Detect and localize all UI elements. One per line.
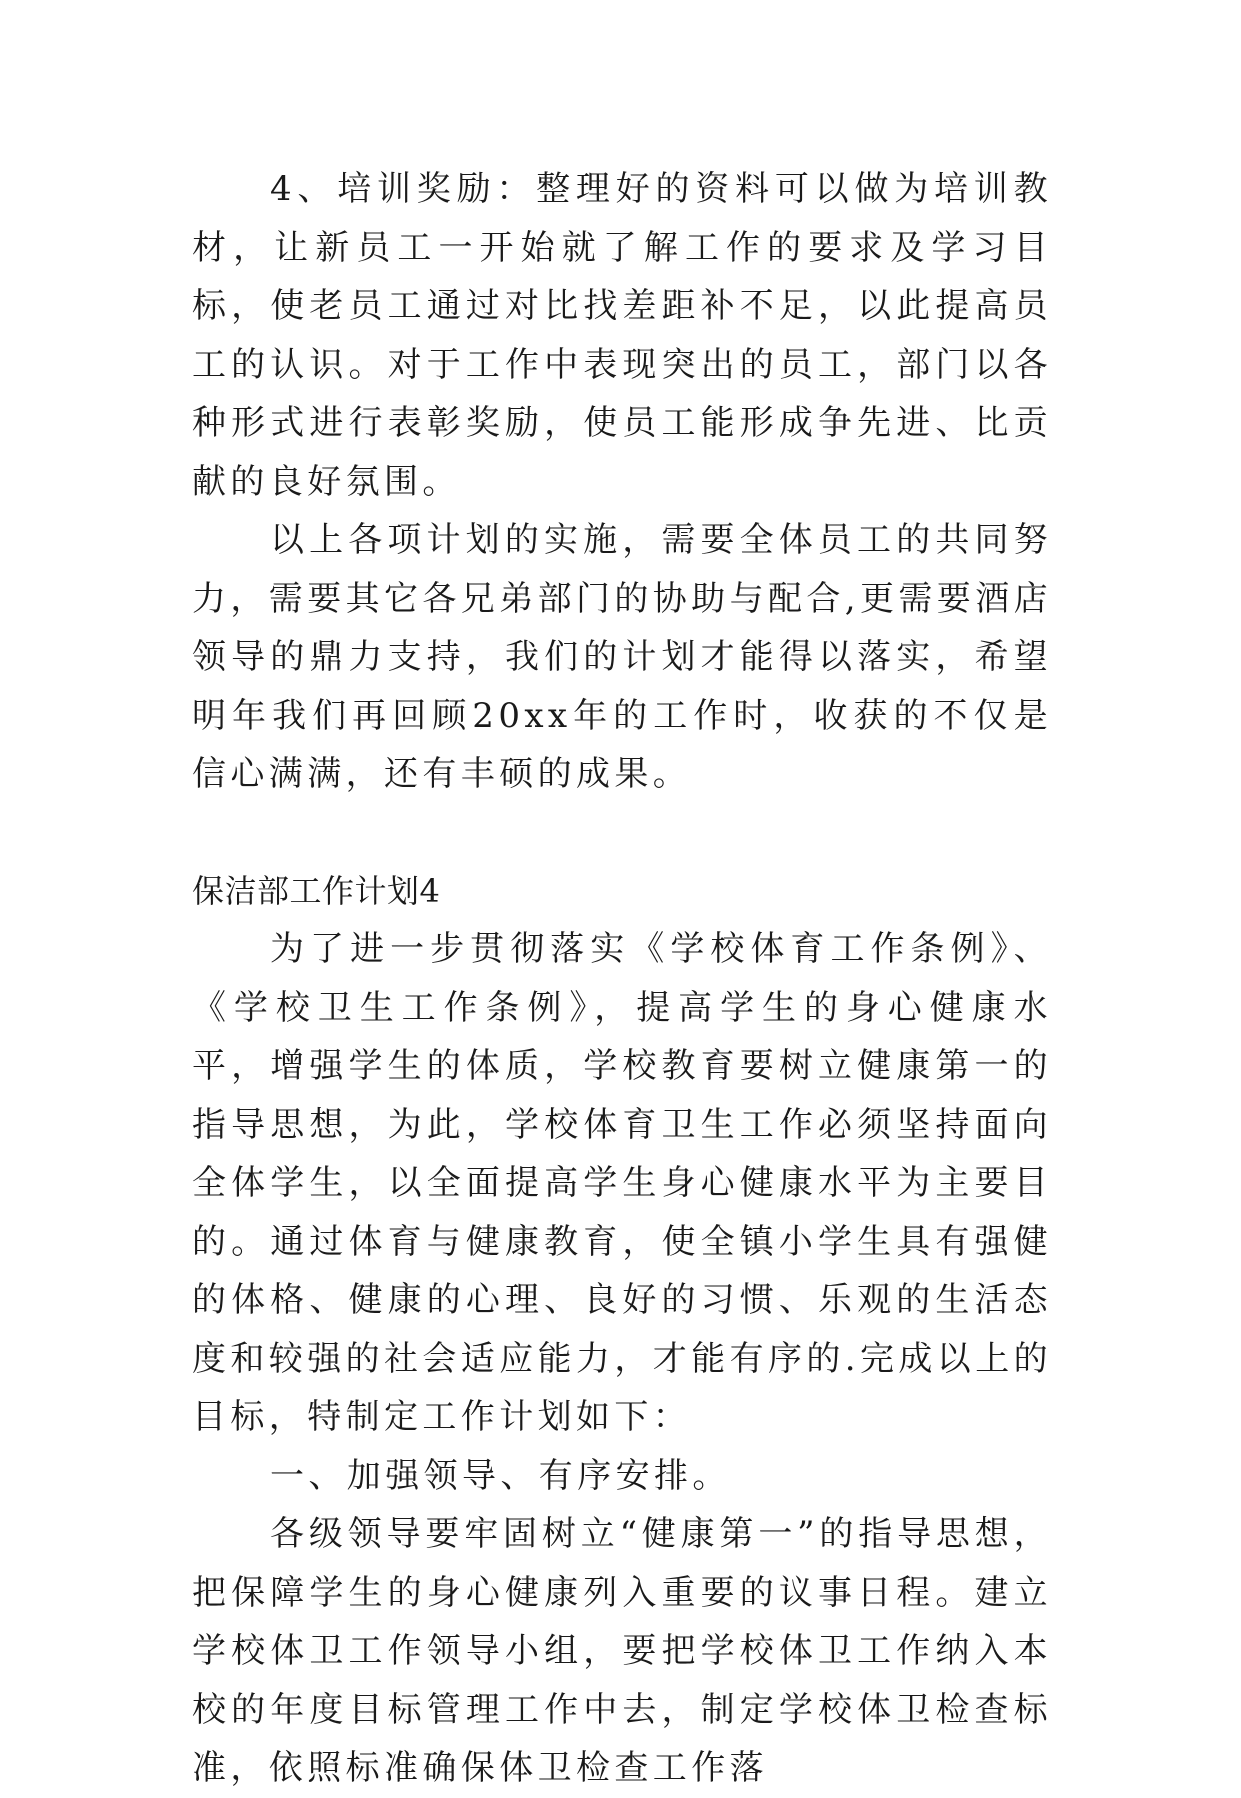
section-spacer [192,804,1052,862]
document-page [192,160,1052,1798]
paragraph-subheading-leadership: 一、加强领导、有序安排。 [270,1455,731,1496]
paragraph-plan-implementation: 以上各项计划的实施，需要全体员工的共同努力，需要其它各兄弟部门的协助与配合,更需要酒店领导的鼎力支持，我们的计划才能得以落实，希望明年我们再回顾20xx年的工作时，收获的不仅是信心满满，还有丰硕的成果。 [192,520,1053,794]
paragraph-introduction: 为了进一步贯彻落实《学校体育工作条例》、《学校卫生工作条例》，提高学生的身心健康水平，增强学生的体质，学校教育要树立健康第一的指导思想，为此，学校体育卫生工作必须坚持面向全体学生，以全面提高学生身心健康水平为主要目的。通过体育与健康教育，使全镇小学生具有强健的体格、健康的心理、良好的习惯、乐观的生活态度和较强的社会适应能力，才能有序的.完成以上的目标，特制定工作计划如下： [192,929,1053,1437]
paragraph-leadership-detail: 各级领导要牢固树立“健康第一”的指导思想，把保障学生的身心健康列入重要的议事日程。建立学校体卫工作领导小组，要把学校体卫工作纳入本校的年度目标管理工作中去，制定学校体卫检查标准，依照标准确保体卫检查工作落 [192,1514,1052,1788]
paragraph-training-reward: 4、培训奖励：整理好的资料可以做为培训教材，让新员工一开始就了解工作的要求及学习目标，使老员工通过对比找差距补不足，以此提高员工的认识。对于工作中表现突出的员工，部门以各种形式进行表彰奖励，使员工能形成争先进、比贡献的良好氛围。 [192,169,1052,502]
section-title: 保洁部工作计划4 [192,871,441,910]
